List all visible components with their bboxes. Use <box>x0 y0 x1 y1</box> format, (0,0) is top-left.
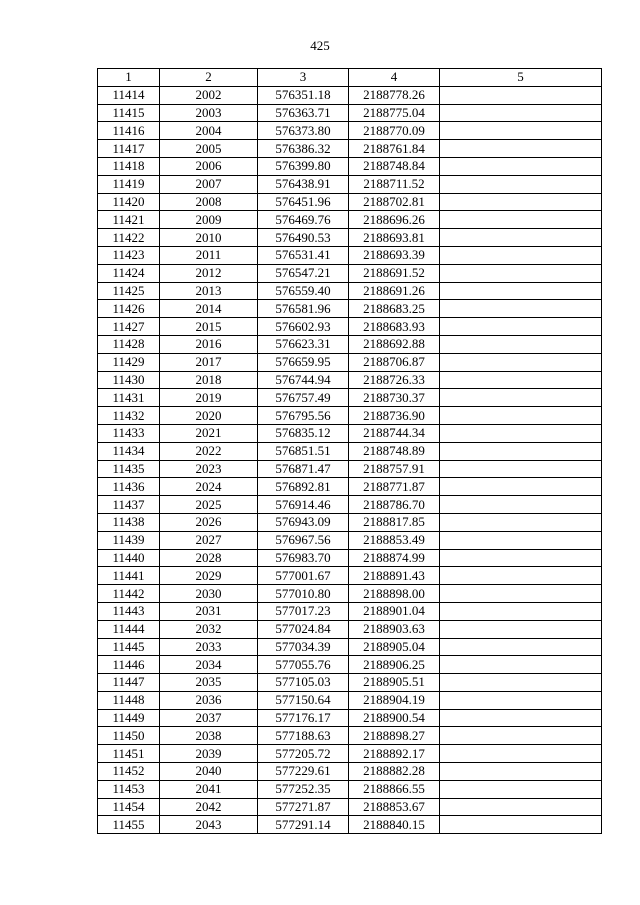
table-cell: 11448 <box>98 691 160 709</box>
column-header: 1 <box>98 69 160 87</box>
table-row <box>98 229 602 247</box>
table-body <box>98 86 602 833</box>
table-row <box>98 709 602 727</box>
table-cell: 576744.94 <box>258 371 349 389</box>
table-row <box>98 300 602 318</box>
table-cell: 11428 <box>98 335 160 353</box>
table-cell: 2188761.84 <box>349 140 440 158</box>
table-row <box>98 122 602 140</box>
table-cell: 576851.51 <box>258 442 349 460</box>
table-cell: 2038 <box>160 727 258 745</box>
table-cell: 2015 <box>160 318 258 336</box>
table-cell <box>440 407 602 425</box>
table-cell: 577176.17 <box>258 709 349 727</box>
table-cell: 2188778.26 <box>349 86 440 104</box>
table-cell: 11439 <box>98 531 160 549</box>
table-cell <box>440 140 602 158</box>
table-cell: 2037 <box>160 709 258 727</box>
table-cell <box>440 264 602 282</box>
table-cell: 2188900.54 <box>349 709 440 727</box>
table-row <box>98 674 602 692</box>
table-row <box>98 460 602 478</box>
column-header: 2 <box>160 69 258 87</box>
table-cell: 11446 <box>98 656 160 674</box>
table-cell <box>440 745 602 763</box>
table-cell: 2035 <box>160 674 258 692</box>
table-cell: 2021 <box>160 424 258 442</box>
column-header: 4 <box>349 69 440 87</box>
table-cell: 2041 <box>160 780 258 798</box>
column-header: 3 <box>258 69 349 87</box>
table-cell: 576438.91 <box>258 175 349 193</box>
table-cell: 2188692.88 <box>349 335 440 353</box>
table-cell <box>440 246 602 264</box>
table-cell: 2188748.84 <box>349 157 440 175</box>
table-cell: 11422 <box>98 229 160 247</box>
table-cell: 11441 <box>98 567 160 585</box>
table-cell: 11420 <box>98 193 160 211</box>
table-cell <box>440 424 602 442</box>
table-cell: 11433 <box>98 424 160 442</box>
table-cell: 2007 <box>160 175 258 193</box>
table-cell: 2034 <box>160 656 258 674</box>
table-cell: 11447 <box>98 674 160 692</box>
table-cell: 2188702.81 <box>349 193 440 211</box>
table-cell: 11425 <box>98 282 160 300</box>
table-cell: 2006 <box>160 157 258 175</box>
table-cell: 11424 <box>98 264 160 282</box>
table-cell <box>440 727 602 745</box>
table-cell: 11414 <box>98 86 160 104</box>
table-cell: 2188748.89 <box>349 442 440 460</box>
table-row <box>98 246 602 264</box>
table-cell <box>440 763 602 781</box>
table-cell: 11444 <box>98 620 160 638</box>
table-cell: 576399.80 <box>258 157 349 175</box>
table-cell: 576892.81 <box>258 478 349 496</box>
table-cell: 11453 <box>98 780 160 798</box>
table-cell: 2028 <box>160 549 258 567</box>
table-cell: 576983.70 <box>258 549 349 567</box>
table-cell: 2188683.25 <box>349 300 440 318</box>
table-cell: 11416 <box>98 122 160 140</box>
table-cell: 2029 <box>160 567 258 585</box>
table-cell: 11452 <box>98 763 160 781</box>
table-cell: 576363.71 <box>258 104 349 122</box>
table-cell: 11442 <box>98 585 160 603</box>
table-cell: 2031 <box>160 602 258 620</box>
table-cell: 2188905.51 <box>349 674 440 692</box>
table-cell: 2188711.52 <box>349 175 440 193</box>
table-cell: 576373.80 <box>258 122 349 140</box>
table-cell: 11443 <box>98 602 160 620</box>
table-cell: 577001.67 <box>258 567 349 585</box>
table-cell: 2188840.15 <box>349 816 440 834</box>
table-cell: 576531.41 <box>258 246 349 264</box>
table-row <box>98 798 602 816</box>
table-cell: 2008 <box>160 193 258 211</box>
table-cell: 577229.61 <box>258 763 349 781</box>
table-row <box>98 157 602 175</box>
table-cell: 11415 <box>98 104 160 122</box>
table-cell: 576469.76 <box>258 211 349 229</box>
table-cell: 2020 <box>160 407 258 425</box>
table-cell <box>440 86 602 104</box>
table-cell <box>440 353 602 371</box>
table-cell: 2033 <box>160 638 258 656</box>
table-cell: 576602.93 <box>258 318 349 336</box>
table-cell: 2024 <box>160 478 258 496</box>
table-row <box>98 442 602 460</box>
table-cell: 11449 <box>98 709 160 727</box>
table-row <box>98 211 602 229</box>
table-cell: 2188874.99 <box>349 549 440 567</box>
table-row <box>98 763 602 781</box>
table-cell: 2017 <box>160 353 258 371</box>
table-cell: 576559.40 <box>258 282 349 300</box>
table-cell: 2004 <box>160 122 258 140</box>
table-cell: 2188775.04 <box>349 104 440 122</box>
table-cell <box>440 567 602 585</box>
table-cell: 2188693.81 <box>349 229 440 247</box>
table-cell <box>440 531 602 549</box>
table-cell: 2188691.26 <box>349 282 440 300</box>
table-cell: 576547.21 <box>258 264 349 282</box>
table-cell: 2188898.00 <box>349 585 440 603</box>
table-cell: 2043 <box>160 816 258 834</box>
table-cell: 2016 <box>160 335 258 353</box>
table-cell <box>440 211 602 229</box>
table-cell: 2188771.87 <box>349 478 440 496</box>
table-cell: 577034.39 <box>258 638 349 656</box>
table-cell: 2188683.93 <box>349 318 440 336</box>
table-cell: 576967.56 <box>258 531 349 549</box>
table-cell: 2019 <box>160 389 258 407</box>
table-cell: 2188898.27 <box>349 727 440 745</box>
table-cell: 11429 <box>98 353 160 371</box>
table-row <box>98 727 602 745</box>
table-row <box>98 264 602 282</box>
table-row <box>98 531 602 549</box>
table-cell: 11419 <box>98 175 160 193</box>
table-cell: 2030 <box>160 585 258 603</box>
page-number: 425 <box>310 38 330 53</box>
table-cell: 577271.87 <box>258 798 349 816</box>
table-cell: 576871.47 <box>258 460 349 478</box>
table-cell <box>440 691 602 709</box>
table-cell: 11438 <box>98 513 160 531</box>
table-cell <box>440 709 602 727</box>
table-cell: 11450 <box>98 727 160 745</box>
table-cell: 2012 <box>160 264 258 282</box>
table-cell: 11435 <box>98 460 160 478</box>
table-cell <box>440 371 602 389</box>
table-row <box>98 656 602 674</box>
table-cell <box>440 585 602 603</box>
table-cell: 2036 <box>160 691 258 709</box>
table-cell: 11451 <box>98 745 160 763</box>
table-cell: 2026 <box>160 513 258 531</box>
table-row <box>98 549 602 567</box>
table-cell: 2188905.04 <box>349 638 440 656</box>
table-row <box>98 780 602 798</box>
table-cell: 2188906.25 <box>349 656 440 674</box>
table-row <box>98 745 602 763</box>
table-cell: 11454 <box>98 798 160 816</box>
table-cell <box>440 104 602 122</box>
table-cell: 11426 <box>98 300 160 318</box>
table-row <box>98 353 602 371</box>
table-row <box>98 140 602 158</box>
table-cell: 11434 <box>98 442 160 460</box>
table-cell: 2040 <box>160 763 258 781</box>
table-cell: 11417 <box>98 140 160 158</box>
table-cell <box>440 496 602 514</box>
table-row <box>98 424 602 442</box>
table-cell <box>440 798 602 816</box>
table-cell: 576835.12 <box>258 424 349 442</box>
table-cell <box>440 674 602 692</box>
table-cell <box>440 780 602 798</box>
table-cell: 576490.53 <box>258 229 349 247</box>
table-cell: 2010 <box>160 229 258 247</box>
column-header: 5 <box>440 69 602 87</box>
table-cell: 2188770.09 <box>349 122 440 140</box>
table-cell: 2039 <box>160 745 258 763</box>
table-cell <box>440 638 602 656</box>
table-cell: 2013 <box>160 282 258 300</box>
table-cell: 577055.76 <box>258 656 349 674</box>
table-cell: 11445 <box>98 638 160 656</box>
table-cell: 576943.09 <box>258 513 349 531</box>
table-cell: 576451.96 <box>258 193 349 211</box>
table-cell <box>440 816 602 834</box>
table-cell: 11436 <box>98 478 160 496</box>
table-cell: 11423 <box>98 246 160 264</box>
table-cell: 2188817.85 <box>349 513 440 531</box>
table-row <box>98 86 602 104</box>
table-cell: 2188853.49 <box>349 531 440 549</box>
table-cell: 2188706.87 <box>349 353 440 371</box>
table-cell: 577205.72 <box>258 745 349 763</box>
table-row <box>98 371 602 389</box>
table-row <box>98 620 602 638</box>
table-cell: 576581.96 <box>258 300 349 318</box>
table-row <box>98 585 602 603</box>
table-cell: 2042 <box>160 798 258 816</box>
table-cell <box>440 300 602 318</box>
table-cell: 576914.46 <box>258 496 349 514</box>
table-cell: 2188691.52 <box>349 264 440 282</box>
table-cell: 2009 <box>160 211 258 229</box>
table-row <box>98 602 602 620</box>
table-cell: 2023 <box>160 460 258 478</box>
table-row <box>98 691 602 709</box>
table-cell: 577024.84 <box>258 620 349 638</box>
table-cell: 2188904.19 <box>349 691 440 709</box>
table-cell: 11430 <box>98 371 160 389</box>
table-cell: 2025 <box>160 496 258 514</box>
table-row <box>98 389 602 407</box>
table-header-row <box>98 69 602 87</box>
table-cell: 2188696.26 <box>349 211 440 229</box>
table-cell <box>440 122 602 140</box>
table-row <box>98 193 602 211</box>
table-cell <box>440 620 602 638</box>
table-cell: 11421 <box>98 211 160 229</box>
table-cell: 2188693.39 <box>349 246 440 264</box>
table-cell: 2032 <box>160 620 258 638</box>
table-cell: 2002 <box>160 86 258 104</box>
table-cell: 11418 <box>98 157 160 175</box>
table-cell <box>440 282 602 300</box>
table-row <box>98 318 602 336</box>
table-cell: 2188891.43 <box>349 567 440 585</box>
table-row <box>98 513 602 531</box>
table-cell: 2188786.70 <box>349 496 440 514</box>
table-cell: 2188901.04 <box>349 602 440 620</box>
table-cell: 2018 <box>160 371 258 389</box>
table-cell: 11455 <box>98 816 160 834</box>
table-cell: 11431 <box>98 389 160 407</box>
table-row <box>98 478 602 496</box>
table-row <box>98 407 602 425</box>
table-cell: 577017.23 <box>258 602 349 620</box>
table-cell <box>440 656 602 674</box>
table-cell: 2188866.55 <box>349 780 440 798</box>
table-cell: 2027 <box>160 531 258 549</box>
table-cell: 576757.49 <box>258 389 349 407</box>
table-cell: 11432 <box>98 407 160 425</box>
table-cell: 576795.56 <box>258 407 349 425</box>
table-cell: 2188726.33 <box>349 371 440 389</box>
table-cell: 577010.80 <box>258 585 349 603</box>
table-row <box>98 104 602 122</box>
table-cell <box>440 460 602 478</box>
table-cell: 2022 <box>160 442 258 460</box>
table-cell: 577291.14 <box>258 816 349 834</box>
table-cell: 576386.32 <box>258 140 349 158</box>
table-cell: 576623.31 <box>258 335 349 353</box>
table-cell: 2188730.37 <box>349 389 440 407</box>
table-cell: 2014 <box>160 300 258 318</box>
table-cell: 576351.18 <box>258 86 349 104</box>
table-cell: 577252.35 <box>258 780 349 798</box>
table-cell <box>440 157 602 175</box>
table-row <box>98 175 602 193</box>
table-cell: 2188757.91 <box>349 460 440 478</box>
table-cell: 2188853.67 <box>349 798 440 816</box>
table-cell <box>440 602 602 620</box>
table-cell <box>440 549 602 567</box>
table-cell: 11427 <box>98 318 160 336</box>
table-cell <box>440 193 602 211</box>
table-cell: 2005 <box>160 140 258 158</box>
table-cell: 2188882.28 <box>349 763 440 781</box>
table-cell: 2188903.63 <box>349 620 440 638</box>
table-cell <box>440 513 602 531</box>
table-row <box>98 335 602 353</box>
table-cell: 2011 <box>160 246 258 264</box>
table-cell: 577105.03 <box>258 674 349 692</box>
table-cell: 2188892.17 <box>349 745 440 763</box>
table-row <box>98 496 602 514</box>
table-cell: 2188736.90 <box>349 407 440 425</box>
table-row <box>98 567 602 585</box>
table-cell <box>440 335 602 353</box>
coordinates-table <box>97 68 602 834</box>
table-cell <box>440 442 602 460</box>
table-cell <box>440 389 602 407</box>
table-cell: 576659.95 <box>258 353 349 371</box>
table-cell: 11437 <box>98 496 160 514</box>
table-cell <box>440 478 602 496</box>
table-row <box>98 638 602 656</box>
table-cell <box>440 229 602 247</box>
table-cell: 11440 <box>98 549 160 567</box>
table-row <box>98 282 602 300</box>
table-cell: 2188744.34 <box>349 424 440 442</box>
table-cell: 577188.63 <box>258 727 349 745</box>
table-cell <box>440 318 602 336</box>
table-cell: 577150.64 <box>258 691 349 709</box>
table-cell: 2003 <box>160 104 258 122</box>
table-cell <box>440 175 602 193</box>
table-row <box>98 816 602 834</box>
